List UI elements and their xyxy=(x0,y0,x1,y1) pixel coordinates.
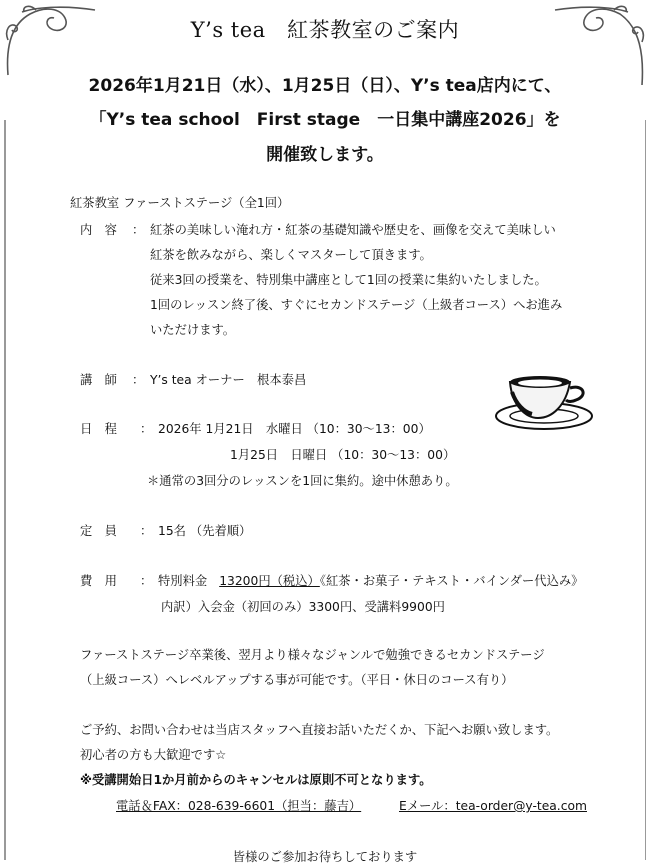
course-heading: 紅茶教室 ファーストステージ（全1回） xyxy=(70,196,290,210)
capacity-value: 15名 （先着順） xyxy=(158,524,252,538)
contact-line-2: 初心者の方も大歓迎です☆ xyxy=(80,748,227,762)
fee-line xyxy=(158,571,583,589)
cancel-note: ※受講開始日1か月前からのキャンセルは原則不可となります。 xyxy=(80,773,432,787)
phone-fax: 電話＆FAX：028-639-6601（担当：藤吉） xyxy=(116,799,362,813)
fee-label: 費 用 xyxy=(80,574,117,588)
fee-amount: 13200円（税込） xyxy=(219,574,320,588)
fee-breakdown: 内訳）入会金（初回のみ）3300円、受講料9900円 xyxy=(161,600,445,614)
schedule-line-2: 1月25日 日曜日 （10：30〜13：00） xyxy=(230,448,456,462)
capacity-label: 定 員 xyxy=(80,524,117,538)
content-line: 紅茶を飲みながら、楽しくマスターして頂きます。 xyxy=(150,248,432,262)
headline-line-3: 開催致します。 xyxy=(266,145,384,165)
right-border-line xyxy=(645,120,647,860)
schedule-note: ＊通常の3回分のレッスンを1回に集約。途中休憩あり。 xyxy=(147,474,458,488)
colon: ： xyxy=(132,223,145,237)
second-stage-line-2: （上級コース）へレベルアップする事が可能です。（平日・休日のコース有り） xyxy=(80,673,514,687)
contact-line-1: ご予約、お問い合わせは当店スタッフへ直接お話いただくか、下記へお願い致します。 xyxy=(80,723,559,737)
content-label: 内 容 xyxy=(80,223,117,237)
left-border-line xyxy=(4,120,6,860)
second-stage-line-1: ファーストステージ卒業後、翌月より様々なジャンルで勉強できるセカンドステージ xyxy=(80,648,545,662)
fee-suffix: 《紅茶・お菓子・テキスト・バインダー代込み》 xyxy=(319,574,584,588)
headline-line-2: 「Y’s tea school First stage 一日集中講座2026」を xyxy=(89,110,561,130)
instructor-label: 講 師 xyxy=(80,373,117,387)
content-line: 紅茶の美味しい淹れ方・紅茶の基礎知識や歴史を、画像を交えて美味しい xyxy=(150,223,556,237)
closing-message: 皆様のご参加お待ちしております xyxy=(232,850,418,864)
headline-line-1: 2026年1月21日（水）、1月25日（日）、Y’s tea店内にて、 xyxy=(88,76,562,96)
email-link[interactable]: Eメール：tea-order@y-tea.com xyxy=(399,799,587,813)
content-line: 従来3回の授業を、特別集中講座として1回の授業に集約いたしました。 xyxy=(150,273,547,287)
page-title: Y’s tea 紅茶教室のご案内 xyxy=(190,18,460,42)
colon: ： xyxy=(132,373,145,387)
content-line: いただけます。 xyxy=(150,323,236,337)
teacup-icon xyxy=(492,372,594,434)
schedule-label: 日 程 xyxy=(80,422,117,436)
schedule-line-1: 2026年 1月21日 水曜日 （10：30〜13：00） xyxy=(158,422,431,436)
fee-prefix: 特別料金 xyxy=(158,574,208,588)
content-line: 1回のレッスン終了後、すぐにセカンドステージ（上級者コース）へお進み xyxy=(150,298,563,312)
colon: ： xyxy=(140,524,153,538)
instructor-value: Y’s tea オーナー 根本泰昌 xyxy=(150,373,307,387)
colon: ： xyxy=(140,574,153,588)
colon: ： xyxy=(140,422,153,436)
